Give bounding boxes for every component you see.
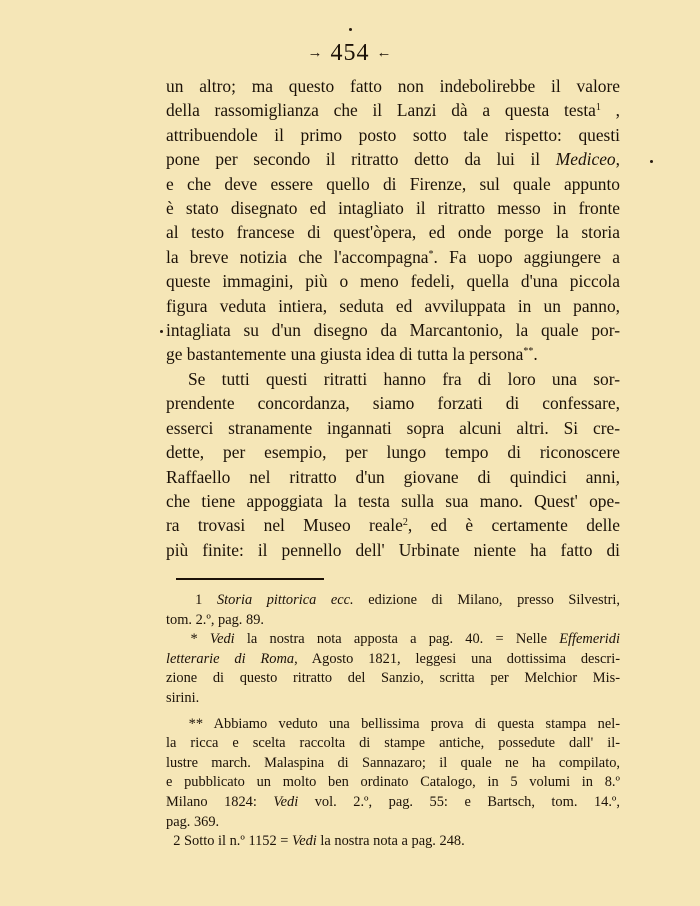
speck bbox=[650, 160, 653, 163]
footnote-line: * Vedi la nostra nota apposta a pag. 40. = Nelle Effemeridi bbox=[190, 631, 620, 648]
footnote-line: Milano 1824: Vedi vol. 2.º, pag. 55: e Bartsch, tom. 14.º, bbox=[166, 793, 620, 810]
text-line: la breve notizia che l'accompagna*. Fa uopo aggiungere a bbox=[166, 246, 620, 267]
footnote-ref: 1 bbox=[595, 102, 601, 114]
text-line: Se tutti questi ritratti hanno fra di loro una sor- bbox=[188, 368, 620, 389]
page-number: 454 bbox=[330, 40, 370, 66]
footnote-line: la ricca e scelta raccolta di stampe antiche, possedute dall' il- bbox=[166, 735, 620, 752]
footnote-line: e pubblicato un molto ben ordinato Catalogo, in 5 volumi in 8.º bbox=[166, 774, 620, 791]
text-line: attribuendole il primo posto sotto tale rispetto: questi bbox=[166, 124, 620, 145]
text-line: intagliata su d'un disegno da Marcantonio, la quale por- bbox=[166, 320, 620, 341]
header-ornament-left: → bbox=[307, 45, 324, 61]
footnote-ref: ** bbox=[523, 346, 534, 358]
italic-term: Mediceo bbox=[555, 149, 616, 170]
footnote-line: letterarie di Roma, Agosto 1821, leggesi una dottissima descri- bbox=[166, 650, 621, 667]
text-line: ra trovasi nel Museo reale$^2$, ed è certamente delle bbox=[166, 515, 620, 536]
text-line: prendente concordanza, siamo forzati di confessare, bbox=[166, 393, 620, 414]
text-line: che tiene appoggiata la testa sulla sua mano. Quest' ope- bbox=[166, 490, 620, 511]
text-line: della rassomiglianza che il Lanzi dà a questa testa$^1$ , bbox=[166, 100, 621, 121]
text-line: figura veduta intiera, seduta ed avviluppata in un panno, bbox=[166, 295, 620, 316]
text-line: è stato disegnato ed intagliato il ritratto messo in fronte bbox=[166, 198, 620, 219]
text-line: dette, per esempio, per lungo tempo di riconoscere bbox=[166, 442, 620, 463]
speck bbox=[160, 330, 163, 333]
footnote-line: zione di questo ritratto del Sanzio, scritta per Melchior Mis- bbox=[166, 670, 620, 687]
page-header bbox=[0, 40, 700, 67]
footnote-1 bbox=[166, 591, 620, 630]
text-line: un altro; ma questo fatto non indebolirebbe il valore bbox=[166, 76, 620, 96]
text-line: ge bastantemente una giusta idea di tutta la persona**. bbox=[166, 344, 538, 365]
footnote-2 bbox=[166, 832, 620, 852]
footnote-double-star bbox=[166, 715, 620, 833]
footnote-ref: * bbox=[428, 248, 434, 260]
footnote-line: pag. 369. bbox=[166, 813, 220, 830]
text-line: e che deve essere quello di Firenze, sul quale appunto bbox=[166, 173, 620, 194]
footnote-divider bbox=[176, 578, 324, 580]
header-ornament-right: ← bbox=[376, 45, 393, 61]
footnote-line: ** Abbiamo veduto una bellissima prova di questa stampa nel- bbox=[188, 715, 620, 732]
speck bbox=[349, 28, 352, 31]
footnote-line: sirini. bbox=[166, 689, 200, 706]
footnote-line: tom. 2.º, pag. 89. bbox=[166, 611, 264, 628]
text-line: queste immagini, più o meno fedeli, quella d'una piccola bbox=[166, 271, 620, 292]
main-text bbox=[166, 74, 620, 562]
footnotes bbox=[166, 591, 620, 852]
text-line: al testo francese di quest'òpera, ed onde porge la storia bbox=[166, 222, 620, 243]
text-line: pone per secondo il ritratto detto da lui il Mediceo, bbox=[166, 149, 620, 170]
footnote-line: lustre march. Malaspina di Sannazaro; il quale ne ha compilato, bbox=[166, 754, 620, 771]
footnote-line: 2 Sotto il n.º 1152 = Vedi la nostra nota a pag. 248. bbox=[173, 833, 465, 850]
footnote-star bbox=[166, 630, 620, 708]
footnote-ref: 2 bbox=[402, 517, 408, 529]
footnote-line: 1 Storia pittorica ecc. edizione di Milano, presso Silvestri, bbox=[195, 592, 620, 608]
text-line: Raffaello nel ritratto d'un giovane di quindici anni, bbox=[166, 466, 620, 487]
text-line: più finite: il pennello dell' Urbinate niente ha fatto di bbox=[166, 539, 620, 560]
text-line: esserci stranamente ingannati sopra alcuni altri. Si cre- bbox=[166, 417, 620, 438]
